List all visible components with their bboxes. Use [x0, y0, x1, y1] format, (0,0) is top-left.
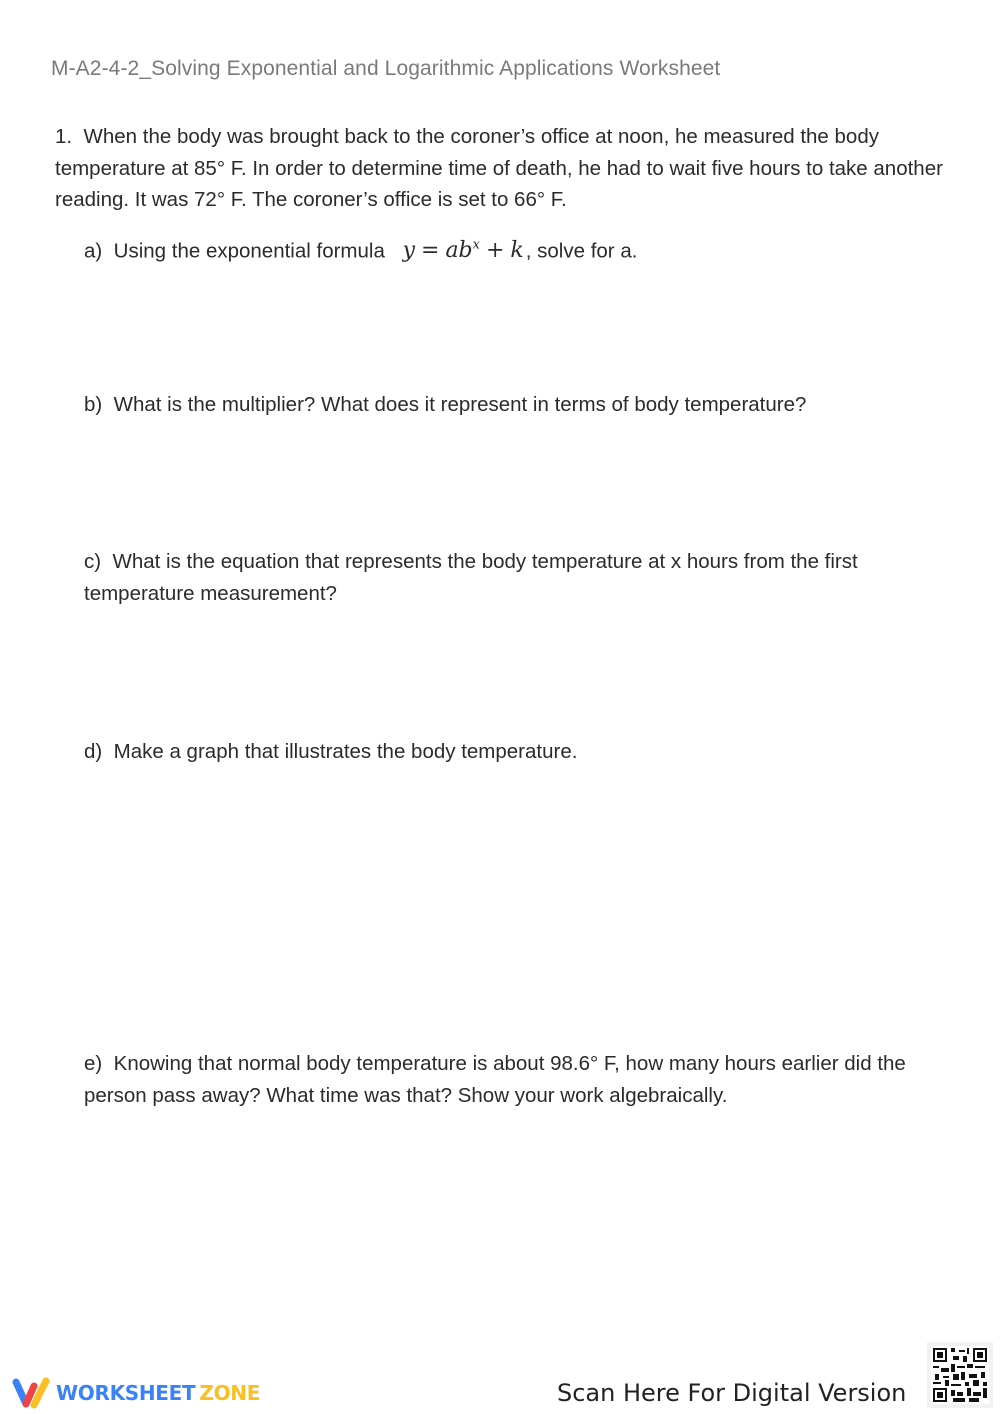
- part-text: What is the multiplier? What does it represent in terms of body temperature?: [113, 393, 807, 416]
- part-label: d): [84, 740, 103, 763]
- part-text: What is the equation that represents the body temperature at x hours from the first temperature measurement?: [84, 550, 858, 605]
- worksheetzone-logo[interactable]: [10, 1376, 260, 1410]
- brand-secondary: ZONE: [199, 1381, 261, 1405]
- part-label: c): [84, 550, 102, 573]
- part-label: e): [84, 1052, 103, 1075]
- part-text: Using the exponential formula: [113, 239, 385, 263]
- part-text: Knowing that normal body temperature is about 98.6° F, how many hours earlier did the person pass away? What time was that? Show your work algebraically.: [84, 1052, 906, 1107]
- part-a: [84, 230, 964, 267]
- part-label: b): [84, 393, 103, 416]
- worksheet-title: M-A2-4-2_Solving Exponential and Logarithmic Applications Worksheet: [51, 57, 721, 80]
- part-text: Make a graph that illustrates the body temperature.: [113, 740, 578, 763]
- scan-caption: Scan Here For Digital Version: [557, 1379, 907, 1407]
- part-label: a): [84, 239, 103, 263]
- part-text-end: , solve for a.: [525, 239, 638, 263]
- part-d: [84, 736, 964, 768]
- part-c: [84, 546, 964, 609]
- question-text: When the body was brought back to the coroner’s office at noon, he measured the body temperature at 85° F. In order to determine time of death, he had to wait five hours to take another reading. It was 72° F. The coroner’s office is set to 66° F.: [55, 125, 943, 211]
- question-1-prompt: [55, 121, 985, 216]
- qr-code-icon[interactable]: [927, 1342, 993, 1408]
- worksheetzone-logo-icon: [10, 1376, 50, 1410]
- brand-primary: WORKSHEET: [56, 1381, 196, 1405]
- exponential-formula: $y = ab^x + k$: [402, 238, 524, 264]
- question-number: 1.: [55, 125, 73, 148]
- part-b: [84, 389, 964, 421]
- part-e: [84, 1048, 964, 1111]
